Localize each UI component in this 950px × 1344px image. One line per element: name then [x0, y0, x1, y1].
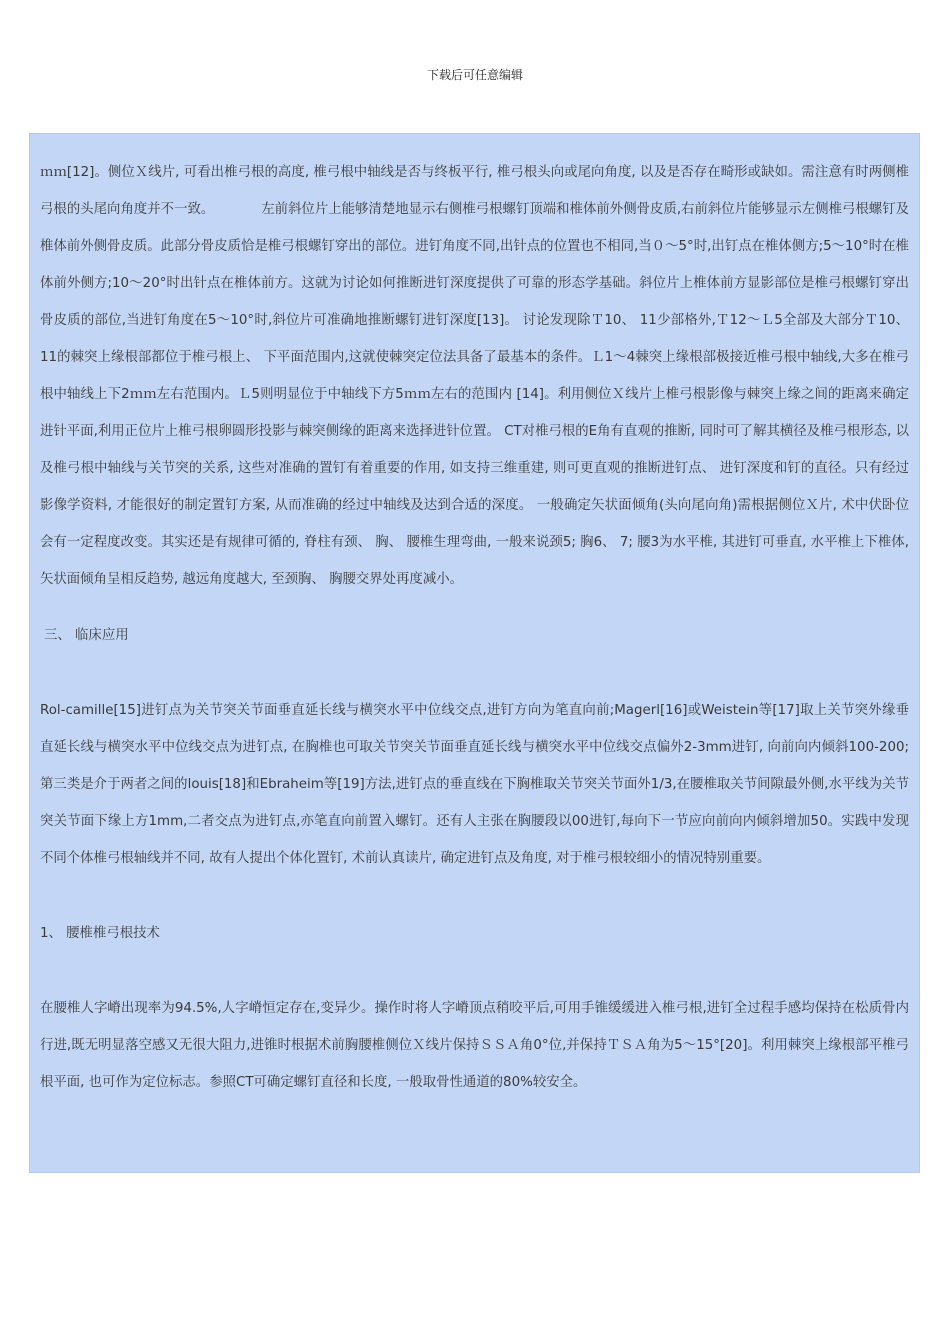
subsection-heading: 1、 腰椎椎弓根技术: [40, 926, 160, 941]
content-box: [29, 133, 920, 1173]
body-paragraph: 在腰椎人字嵴出现率为94.5%,人字嵴恒定存在,变异少。操作时将人字嵴顶点稍咬平后,可用手锥缓缓进入椎弓根,进钉全过程手感均保持在松质骨内行进,既无明显落空感又无很大阻力,进锥时根据术前胸腰椎侧位Ｘ线片保持ＳＳＡ角0°位,并保持ＴＳＡ角为5～15°[20]。利用棘突上缘根部平椎弓根平面, 也可作为定位标志。参照CT可确定螺钉直径和长度, 一般取骨性通道的80%较安全。: [40, 1001, 909, 1090]
body-paragraph: ｍｍ[12]。侧位Ｘ线片, 可看出椎弓根的高度, 椎弓根中轴线是否与终板平行, 椎弓根头向或尾向角度, 以及是否存在畸形或缺如。需注意有时两侧椎弓根的头尾向角度并不一致。 左前斜位片上能够清楚地显示右侧椎弓根螺钉顶端和椎体前外侧骨皮质,右前斜位片能够显示左侧椎弓根螺钉及椎体前外侧骨皮质。此部分骨皮质恰是椎弓根螺钉穿出的部位。进钉角度不同,出针点的位置也不相同,当０～5°时,出钉点在椎体侧方;5～10°时在椎体前外侧方;10～20°时出针点在椎体前方。这就为讨论如何推断进钉深度提供了可靠的形态学基础。斜位片上椎体前方显影部位是椎弓根螺钉穿出骨皮质的部位,当进钉角度在5～10°时,斜位片可准确地推断螺钉进钉深度[13]。 讨论发现除Ｔ10、 11少部格外,Ｔ12～Ｌ5全部及大部分Ｔ10、 11的棘突上缘根部都位于椎弓根上、 下平面范围内,这就使棘突定位法具备了最基本的条件。Ｌ1～4棘突上缘根部极接近椎弓根中轴线,大多在椎弓根中轴线上下2ｍｍ左右范围内。Ｌ5则明显位于中轴线下方5ｍｍ左右的范围内 [14]。利用侧位Ｘ线片上椎弓根影像与棘突上缘之间的距离来确定进针平面,利用正位片上椎弓根卵圆形投影与棘突侧缘的距离来选择进针位置。 CT对椎弓根的E角有直观的推断, 同时可了解其横径及椎弓根形态, 以及椎弓根中轴线与关节突的关系, 这些对准确的置钉有着重要的作用, 如支持三维重建, 则可更直观的推断进钉点、 进钉深度和钉的直径。只有经过影像学资料, 才能很好的制定置钉方案, 从而准确的经过中轴线及达到合适的深度。 一般确定矢状面倾角(头向尾向角)需根据侧位Ｘ片, 术中伏卧位会有一定程度改变。其实还是有规律可循的, 脊柱有颈、 胸、 腰椎生理弯曲, 一般来说颈5; 胸6、 7; 腰3为水平椎, 其进钉可垂直, 水平椎上下椎体, 矢状面倾角呈相反趋势, 越远角度越大, 至颈胸、 胸腰交界处再度减小。: [40, 165, 909, 587]
spacer: [40, 952, 909, 990]
section-heading: 三、 临床应用: [44, 628, 129, 643]
spacer: [40, 654, 909, 692]
spacer: [40, 598, 909, 617]
body-paragraph: Rol-camille[15]进钉点为关节突关节面垂直延长线与横突水平中位线交点,进钉方向为笔直向前;Magerl[16]或Weistein等[17]取上关节突外缘垂直延长线与横突水平中位线交点为进钉点, 在胸椎也可取关节突关节面垂直延长线与横突水平中位线交点偏外2-3mm进钉, 向前向内倾斜100-200; 第三类是介于两者之间的louis[18]和Ebraheim等[19]方法,进钉点的垂直线在下胸椎取关节突关节面外1/3,在腰椎取关节间隙最外侧,水平线为关节突关节面下缘上方1mm,二者交点为进钉点,亦笔直向前置入螺钉。还有人主张在胸腰段以00进钉,每向下一节应向前向内倾斜增加50。实践中发现不同个体椎弓根轴线并不同, 故有人提出个体化置钉, 术前认真读片, 确定进钉点及角度, 对于椎弓根较细小的情况特别重要。: [40, 703, 909, 866]
spacer: [40, 877, 909, 915]
page-header: 下载后可任意编辑: [426, 68, 523, 82]
